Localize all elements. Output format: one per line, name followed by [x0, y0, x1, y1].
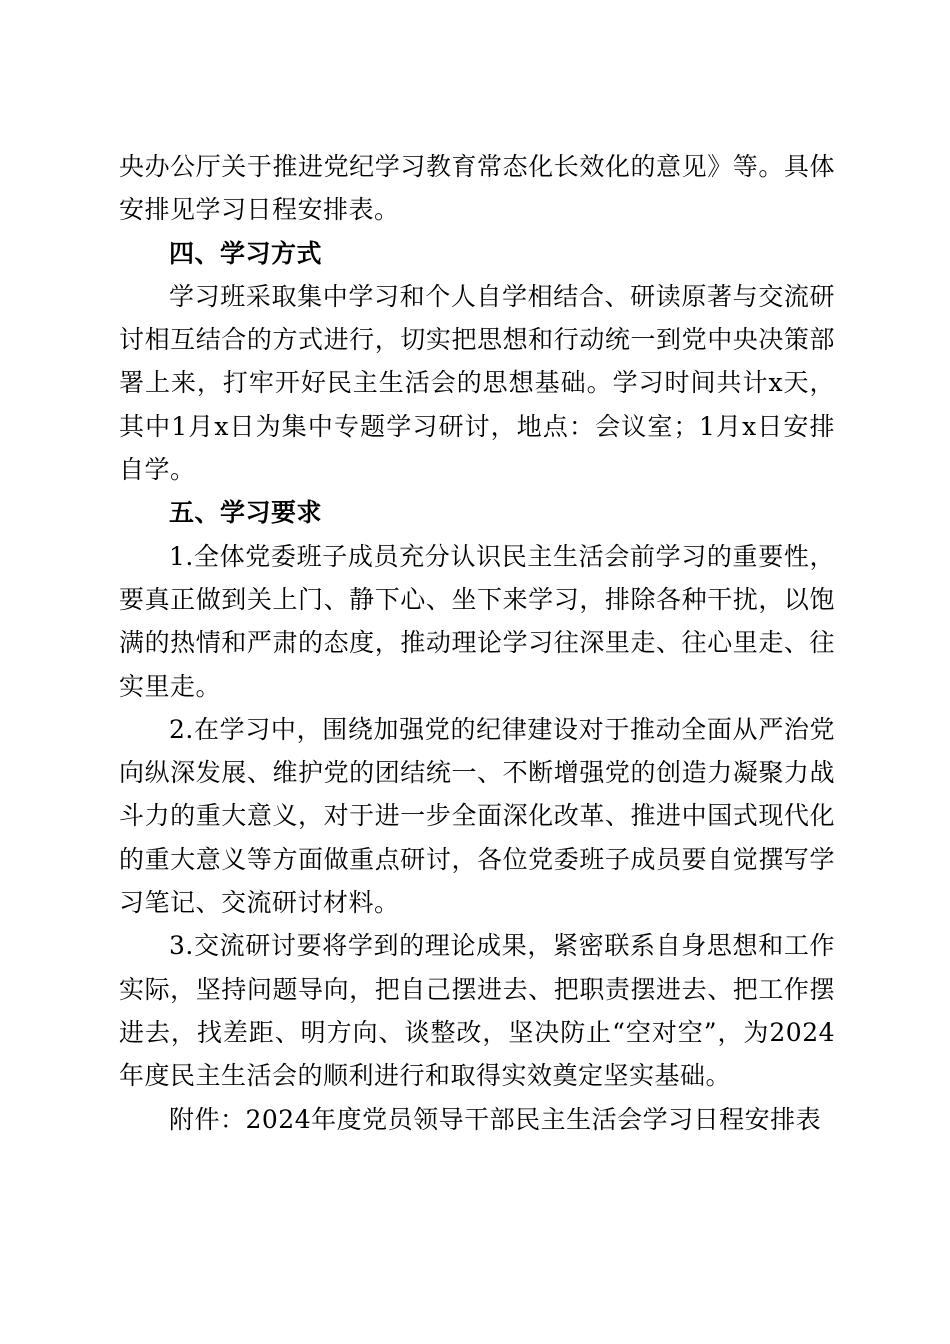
attachment-line: 附件：2024年度党员领导干部民主生活会学习日程安排表 — [169, 1104, 822, 1134]
section-four-heading: 四、学习方式 — [169, 238, 323, 268]
continuation-paragraph: 央办公厅关于推进党纪学习教育常态化长效化的意见》等。具体安排见学习日程安排表。 — [119, 152, 835, 225]
document-body — [119, 145, 835, 1141]
requirement-item-2: 2.在学习中，围绕加强党的纪律建设对于推动全面从严治党向纵深发展、维护党的团结统一、不断增强党的创造力凝聚力战斗力的重大意义，对于进一步全面深化改革、推进中国式现代化的重大意义等方面做重点研讨，各位党委班子成员要自觉撰写学习笔记、交流研讨材料。 — [119, 714, 835, 918]
requirement-item-3: 3.交流研讨要将学到的理论成果，紧密联系自身思想和工作实际，坚持问题导向，把自己摆进去、把职责摆进去、把工作摆进去，找差距、明方向、谈整改，坚决防止“空对空”，为2024年度民主生活会的顺利进行和取得实效奠定坚实基础。 — [119, 931, 835, 1091]
section-four-paragraph: 学习班采取集中学习和个人自学相结合、研读原著与交流研讨相互结合的方式进行，切实把思想和行动统一到党中央决策部署上来，打牢开好民主生活会的思想基础。学习时间共计x天，其中1月x日为集中专题学习研讨，地点：会议室；1月x日安排自学。 — [119, 281, 835, 485]
section-five-heading: 五、学习要求 — [169, 498, 323, 528]
requirement-item-1: 1.全体党委班子成员充分认识民主生活会前学习的重要性，要真正做到关上门、静下心、坐下来学习，排除各种干扰，以饱满的热情和严肃的态度，推动理论学习往深里走、往心里走、往实里走。 — [119, 541, 835, 701]
